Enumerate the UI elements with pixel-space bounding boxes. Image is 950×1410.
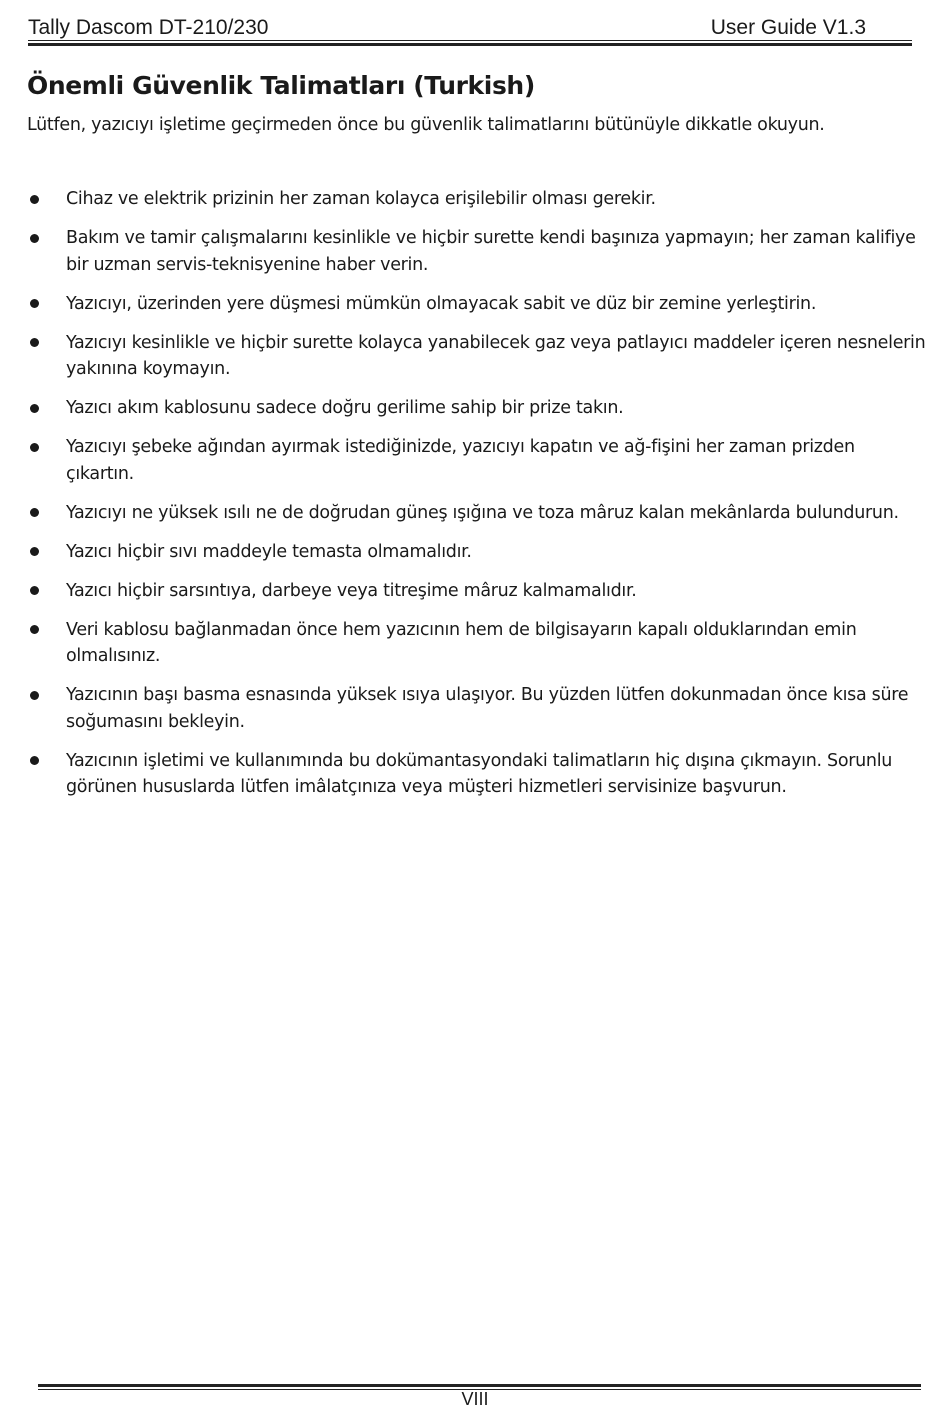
list-item-text: Yazıcı akım kablosunu sadece doğru gerilime sahip bir prize takın. (66, 398, 624, 418)
list-item (27, 434, 927, 487)
list-item (27, 578, 927, 605)
bullet-icon (30, 625, 39, 634)
list-item-text: Veri kablosu bağlanmadan önce hem yazıcının hem de bilgisayarın kapalı olduklarından emin olmalısınız. (66, 619, 857, 666)
list-item (27, 748, 927, 801)
page-number: VIII (461, 1389, 489, 1409)
bullet-icon (30, 195, 39, 204)
bullet-icon (30, 547, 39, 556)
list-item (27, 617, 927, 670)
list-item-text: Yazıcının işletimi ve kullanımında bu dokümantasyondaki talimatların hiç dışına çıkmayın. Sorunlu görünen hususlarda lütfen imâlatçınıza veya müşteri hizmetleri servisinize başvurun. (66, 750, 893, 797)
bullet-icon (30, 443, 39, 452)
list-item-text: Bakım ve tamir çalışmalarını kesinlikle ve hiçbir surette kendi başınıza yapmayın; her zaman kalifiye bir uzman servis-teknisyenine haber verin. (66, 228, 916, 275)
list-item (27, 186, 927, 213)
list-item (27, 395, 927, 422)
list-item-text: Yazıcı hiçbir sarsıntıya, darbeye veya titreşime mâruz kalmamalıdır. (66, 580, 637, 601)
list-item (27, 539, 927, 566)
list-item-text: Yazıcıyı, üzerinden yere düşmesi mümkün olmayacak sabit ve düz bir zemine yerleştirin. (66, 293, 817, 314)
bullet-icon (30, 586, 39, 595)
section-title: Önemli Güvenlik Talimatları (Turkish) (27, 71, 535, 100)
list-item (27, 500, 927, 527)
list-item (27, 291, 927, 318)
safety-instructions-list (27, 186, 927, 801)
safety-section (27, 64, 927, 813)
bullet-icon (30, 691, 39, 700)
list-item (27, 225, 927, 278)
list-item (27, 330, 927, 383)
footer-divider-thick (38, 1384, 921, 1387)
list-item-text: Yazıcı hiçbir sıvı maddeyle temasta olmamalıdır. (66, 541, 472, 562)
header-divider (28, 40, 912, 41)
bullet-icon (30, 338, 39, 347)
section-intro: Lütfen, yazıcıyı işletime geçirmeden önce bu güvenlik talimatlarını bütünüyle dikkatle okuyun. (27, 115, 825, 135)
page-header (28, 14, 912, 42)
bullet-icon (30, 508, 39, 517)
bullet-icon (30, 299, 39, 308)
bullet-icon (30, 234, 39, 243)
list-item-text: Cihaz ve elektrik prizinin her zaman kolayca erişilebilir olması gerekir. (66, 189, 656, 209)
header-divider-thick (28, 43, 912, 46)
bullet-icon (30, 756, 39, 765)
bullet-icon (30, 404, 39, 413)
list-item (27, 682, 927, 735)
header-guide-version: User Guide V1.3 (710, 16, 866, 39)
list-item-text: Yazıcının başı basma esnasında yüksek ısıya ulaşıyor. Bu yüzden lütfen dokunmadan önce kısa süre soğumasını bekleyin. (66, 685, 909, 732)
list-item-text: Yazıcıyı şebeke ağından ayırmak istediğinizde, yazıcıyı kapatın ve ağ-fişini her zaman prizden çıkartın. (66, 437, 855, 484)
header-product-name: Tally Dascom DT-210/230 (28, 16, 269, 39)
list-item-text: Yazıcıyı kesinlikle ve hiçbir surette kolayca yanabilecek gaz veya patlayıcı maddeler içeren nesnelerin yakınına koymayın. (66, 332, 926, 379)
list-item-text: Yazıcıyı ne yüksek ısılı ne de doğrudan güneş ışığına ve toza mâruz kalan mekânlarda bulundurun. (66, 502, 899, 523)
